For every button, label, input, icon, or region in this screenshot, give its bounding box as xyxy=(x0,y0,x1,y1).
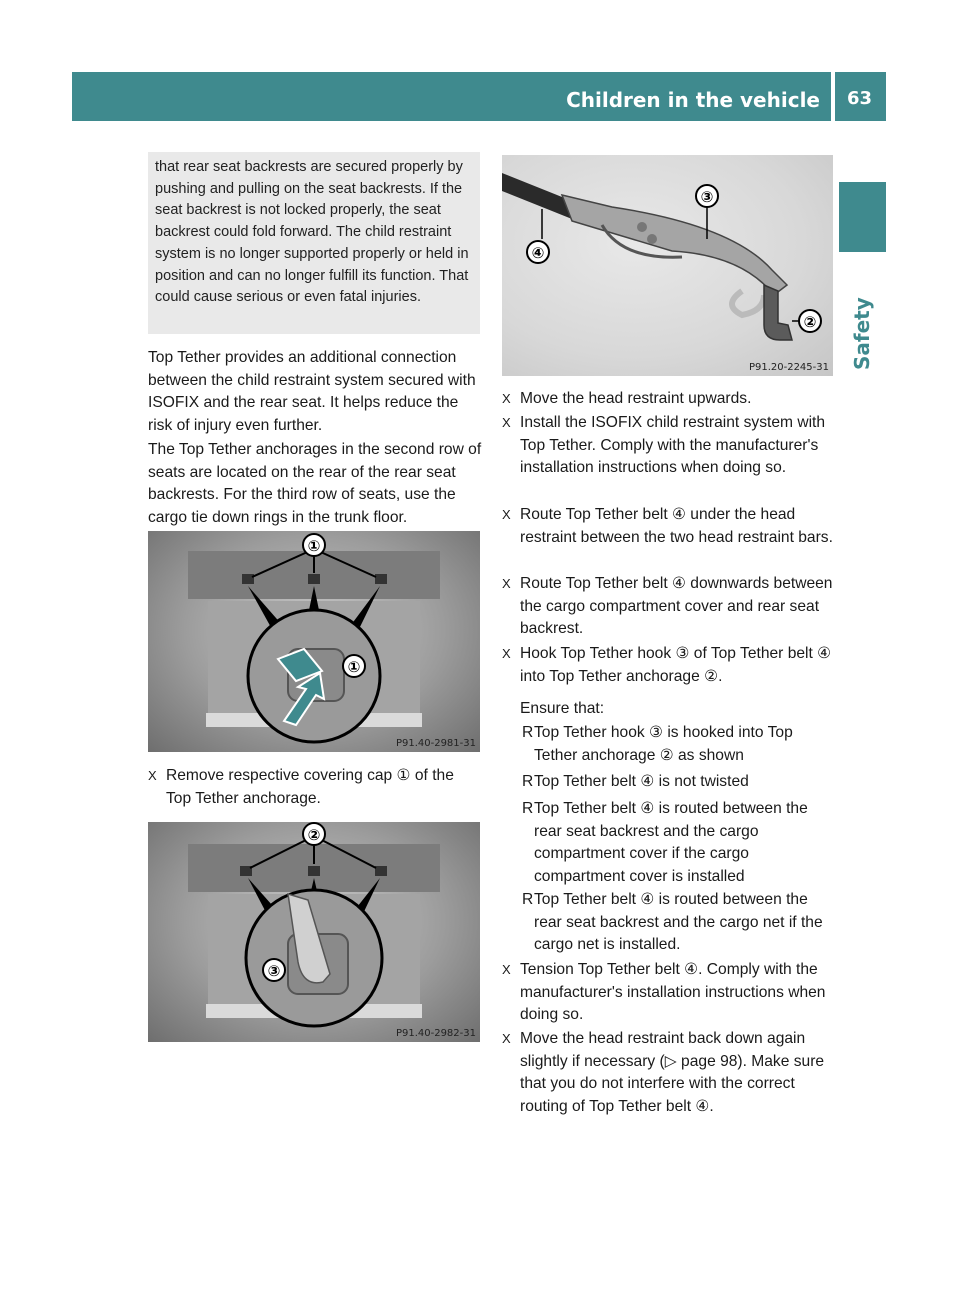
figure-cover-cap xyxy=(148,531,480,752)
anchorage-paragraph: The Top Tether anchorages in the second row of seats are located on the rear of the rear seat backrests. For the third row of seats, use the cargo tie down rings in the trunk floor. xyxy=(148,441,482,526)
step-arrow-icon: X xyxy=(502,962,511,977)
marker-1-top: ① xyxy=(307,537,321,555)
step-text: Tension Top Tether belt ④. Comply with the manufacturer's installation instructions when doing so. xyxy=(520,961,826,1023)
step-arrow-icon: X xyxy=(502,391,511,406)
marker-2-anchorage: ② xyxy=(803,313,817,331)
cargo-area-illustration xyxy=(148,531,480,752)
figure-code: P91.20-2245-31 xyxy=(748,362,829,373)
marker-3-hook: ③ xyxy=(700,188,714,206)
section-tab-label: Safety xyxy=(850,297,874,370)
bullet-text: Top Tether belt ④ is not twisted xyxy=(534,773,749,790)
step-route-down xyxy=(502,573,836,641)
step-remove-cap xyxy=(148,765,482,811)
header-divider xyxy=(831,72,835,121)
step-arrow-icon: X xyxy=(502,507,511,522)
intro-paragraph: Top Tether provides an additional connection between the child restraint system secured with ISOFIX and the rear seat. It helps reduce the risk of injury even further. xyxy=(148,349,476,434)
step-arrow-icon: X xyxy=(502,646,511,661)
bullet-not-twisted xyxy=(522,771,836,794)
step-head-restraint-down xyxy=(502,1028,836,1118)
figure-code: P91.40-2981-31 xyxy=(395,738,476,749)
marker-1-detail: ① xyxy=(347,658,361,676)
step-text: Route Top Tether belt ④ under the head restraint between the two head restraint bars. xyxy=(520,506,833,546)
page-number: 63 xyxy=(847,88,873,109)
step-text: Move the head restraint upwards. xyxy=(520,390,752,407)
bullet-icon: R xyxy=(522,891,534,908)
tether-hook-illustration xyxy=(502,155,833,376)
warning-box xyxy=(148,152,480,334)
bullet-cargo-cover xyxy=(522,798,836,888)
step-hook-tether xyxy=(502,643,836,689)
bullet-cargo-net xyxy=(522,889,836,957)
step-route-under xyxy=(502,504,836,572)
figure-code: P91.40-2982-31 xyxy=(395,1028,476,1039)
chapter-title: Children in the vehicle xyxy=(566,88,820,112)
ensure-label: Ensure that: xyxy=(520,700,605,717)
cargo-hook-illustration xyxy=(148,822,480,1042)
step-arrow-icon: X xyxy=(148,768,157,783)
bullet-text: Top Tether hook ③ is hooked into Top Tether anchorage ② as shown xyxy=(534,724,793,764)
marker-2-top: ② xyxy=(307,826,321,844)
step-tension-tether xyxy=(502,959,836,1027)
bullet-icon: R xyxy=(522,800,534,817)
bullet-icon: R xyxy=(522,773,534,790)
section-tab-marker xyxy=(839,182,886,252)
bullet-text: Top Tether belt ④ is routed between the rear seat backrest and the cargo compartment cover if the cargo compartment cover is installed xyxy=(534,800,808,885)
figure-hook-anchorage xyxy=(148,822,480,1042)
warning-text: that rear seat backrests are secured properly by pushing and pulling on the seat backrests. If the seat backrest is not locked properly, the seat backrest could fold forward. The child restraint system is no longer supported properly or held in position and can no longer fulfill its function. That could cause serious or even fatal injuries. xyxy=(155,159,469,306)
step-text: Route Top Tether belt ④ downwards between the cargo compartment cover and rear seat backrest. xyxy=(520,575,833,637)
marker-3-detail: ③ xyxy=(267,962,281,980)
step-text: Remove respective covering cap ① of the Top Tether anchorage. xyxy=(166,767,454,807)
step-arrow-icon: X xyxy=(502,1031,511,1046)
step-install-isofix xyxy=(502,412,836,502)
step-head-restraint-up xyxy=(502,388,836,411)
step-text: Install the ISOFIX child restraint system with Top Tether. Comply with the manufacturer's installation instructions when doing so. xyxy=(520,414,826,476)
step-text: Hook Top Tether hook ③ of Top Tether belt ④ into Top Tether anchorage ②. xyxy=(520,645,832,685)
marker-4-belt: ④ xyxy=(531,244,545,262)
step-arrow-icon: X xyxy=(502,415,511,430)
step-text: Move the head restraint back down again slightly if necessary (▷ page 98). Make sure that you do not interfere with the correct routing of Top Tether belt ④. xyxy=(520,1030,825,1115)
bullet-text: Top Tether belt ④ is routed between the rear seat backrest and the cargo net if the cargo net is installed. xyxy=(534,891,823,953)
bullet-icon: R xyxy=(522,724,534,741)
step-arrow-icon: X xyxy=(502,576,511,591)
figure-tether-hook xyxy=(502,155,833,376)
page-header xyxy=(72,72,886,121)
bullet-hooked xyxy=(522,722,836,768)
